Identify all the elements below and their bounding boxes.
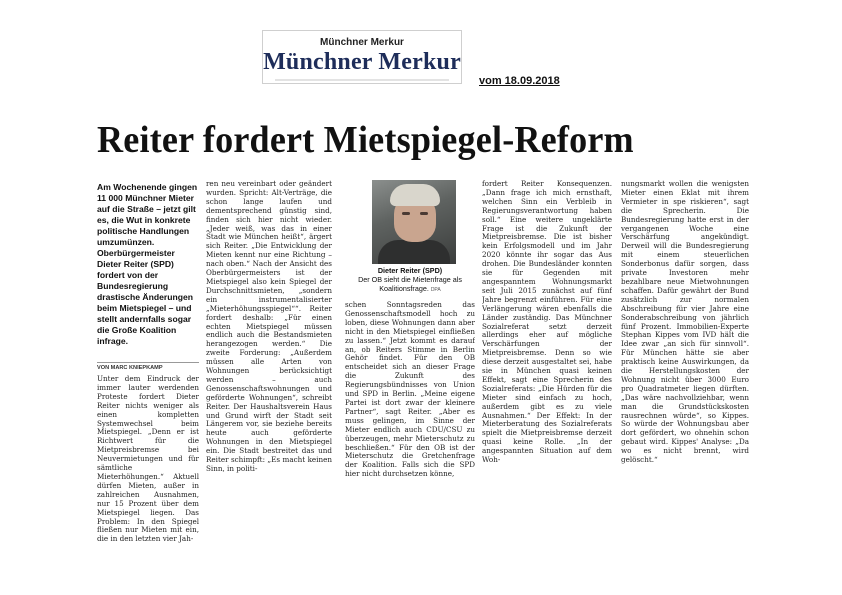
article-column-1: Unter dem Eindruck der immer lauter werdenden Proteste fordert Dieter Reiter nichts weniger als einen kompletten Systemwechsel beim Mietspiegel. „Denn er ist Richtwert für die Mietpreisbremse bei Neuvermietungen und für sämtliche Mieterhöhungen.“ Aktuell dürfen Mieten, außer in zahlreichen Ausnahmen, nur 15 Prozent über dem Mietspiegel liegen. Das Problem: In den Spiegel fließen nur Mieten mit ein, die in den letzten vier Jah- bbox=[97, 375, 199, 544]
publication-date: vom 18.09.2018 bbox=[479, 75, 560, 87]
photo-hair bbox=[390, 184, 440, 206]
article-column-4: fordert Reiter Konsequenzen. „Dann frage ich mich ernsthaft, welchen Sinn ein Verbleib in Regierungsverantwortung haben soll.“ Eine weitere ungeklärte Frage ist die Zukunft der Mietpreisbremse. Die ist bisher kein Erfolgsmodell und im Jahr 2020 könnte ihr sogar das Aus drohen. Die Bundesländer konnten sie für Gegenden mit angespanntem Wohnungsmarkt seit Juli 2015 zunächst auf fünf Jahre begrenzt einführen. Für eine Verlängerung wären ebenfalls die Länder zuständig. Das Münchner Sozialreferat setzt derzeit allerdings eher auf mögliche Verschärfungen der Mietpreisbremse. Denn so wie diese derzeit ausgestaltet sei, habe sie in München quasi keinen Effekt, sagt eine Sprecherin des Sozialreferats: „Die Hürden für die Mieter sind einfach zu hoch, außerdem gibt es zu viele Ausnahmen.“ Der Effekt: In der Mieterberatung des Sozialreferats spielt die Mietpreisbremse derzeit quasi keine Rolle. „In der angespannten Situation auf dem Woh- bbox=[482, 180, 612, 465]
masthead-small-title: Münchner Merkur bbox=[320, 37, 404, 48]
article-column-2: ren neu vereinbart oder geändert wurden. Spricht: Alt-Verträge, die schon lange laufen und dementsprechend günstig sind, finden sich hier nicht wieder. „Jeder weiß, was das in einer Stadt wie München heißt“, ärgert sich Reiter. „Die Entwicklung der Mieten kennt nur eine Richtung – nach oben.“ Nach der Ansicht des Oberbürgermeisters ist der Mietspiegel also kein Spiegel der Durchschnittsmieten, „sondern ein instrumentalisierter „Mieterhöhungsspiegel““. Reiter fordert deshalb: „Für einen echten Mietspiegel müssen endlich auch die Bestandsmieten herangezogen werden.“ Die zweite Forderung: „Außerdem müssen alle Arten von Wohnungen berücksichtigt werden – auch Genossenschaftswohnungen und geförderte Wohnungen“, schreibt Reiter. Der Haushaltsverein Haus und Grund wirft der Stadt seit Längerem vor, sie beziehe bereits heute auch geförderte Wohnungen in den Mietspiegel ein. Die Stadt bestreitet das und Reiter schimpft: „Es macht keinen Sinn, in politi- bbox=[206, 180, 332, 473]
photo-eye bbox=[420, 212, 428, 215]
article-lead: Am Wochenende gingen 11 000 Münchner Mieter auf die Straße – jetzt gilt es, die Wut in konkrete politische Handlungen umzumünzen. Oberbürgermeister Dieter Reiter (SPD) fordert von der Bundesregierung drastische Änderungen beim Mietspiegel – und stellt andernfalls sogar die Große Koalition infrage. bbox=[97, 182, 198, 346]
photo-eye bbox=[402, 212, 410, 215]
article-column-5: nungsmarkt wollen die wenigsten Mieter einen Eklat mit ihrem Vermieter in spe riskieren“, sagt die Sprecherin. Die Bundesregierung hatte erst in der vergangenen Woche eine Verschärfung angekündigt. Derweil will die Bundesregierung mit einem steuerlichen Sonderbonus dafür sorgen, dass private Investoren mehr bezahlbare neue Mietwohnungen schaffen. Dafür gewährt der Bund zusätzlich zur normalen Abschreibung für vier Jahre eine Sonderabschreibung von jährlich fünf Prozent. Immobilien-Experte Stephan Kippes vom IVD hält die Idee zwar „an sich für sinnvoll“. Für München hätte sie aber praktisch keine Auswirkungen, da die Herstellungskosten der Wohnung nicht über 3000 Euro pro Quadratmeter liegen dürften. „Das wäre nachvollziehbar, wenn man die Grundstückskosten rausrechnen würde“, so Kippes. So würde der Wohnungsbau aber dort gefördert, wo ohnehin schon gebaut wird. Kippes' Analyse: „Da wo es nicht brennt, wird gelöscht.“ bbox=[621, 180, 749, 465]
photo-caption bbox=[345, 266, 475, 295]
caption-text: Der OB sieht die Mietenfrage als Koalitionsfrage. bbox=[358, 275, 462, 293]
masthead-rule bbox=[275, 79, 449, 81]
caption-credit: DPA bbox=[430, 287, 441, 293]
article-column-3: schen Sonntagsreden das Genossenschaftsmodell hoch zu loben, diese Wohnungen dann aber nicht in den Mietspiegel einfließen zu lassen.“ Jetzt kommt es darauf an, ob Reiters Stimme in Berlin Gehör findet. Für den OB entscheidet sich an dieser Frage die Zukunft des Regierungsbündnisses von Union und SPD in Berlin. „Meine eigene Partei ist dort zwar der kleinere Partner“, sagt Reiter. „Aber es muss gelingen, im Sinne der Mieter endlich auch CDU/CSU zu überzeugen, mehr Mieterschutz zu beschließen.“ Für den OB ist der Mieterschutz die Gretchenfrage der Koalition. Falls sich die SPD hier nicht durchsetzen könne, bbox=[345, 301, 475, 479]
masthead-title: Münchner Merkur bbox=[263, 49, 461, 75]
photo-shirt bbox=[378, 240, 450, 264]
masthead-logo bbox=[262, 30, 462, 84]
portrait-photo bbox=[372, 180, 456, 264]
caption-name: Dieter Reiter (SPD) bbox=[377, 266, 443, 275]
headline-text: Reiter fordert Mietspiegel-Reform bbox=[97, 119, 634, 161]
article-byline: VON MARC KNIEPKAMP bbox=[97, 362, 199, 371]
article-headline bbox=[97, 118, 737, 162]
